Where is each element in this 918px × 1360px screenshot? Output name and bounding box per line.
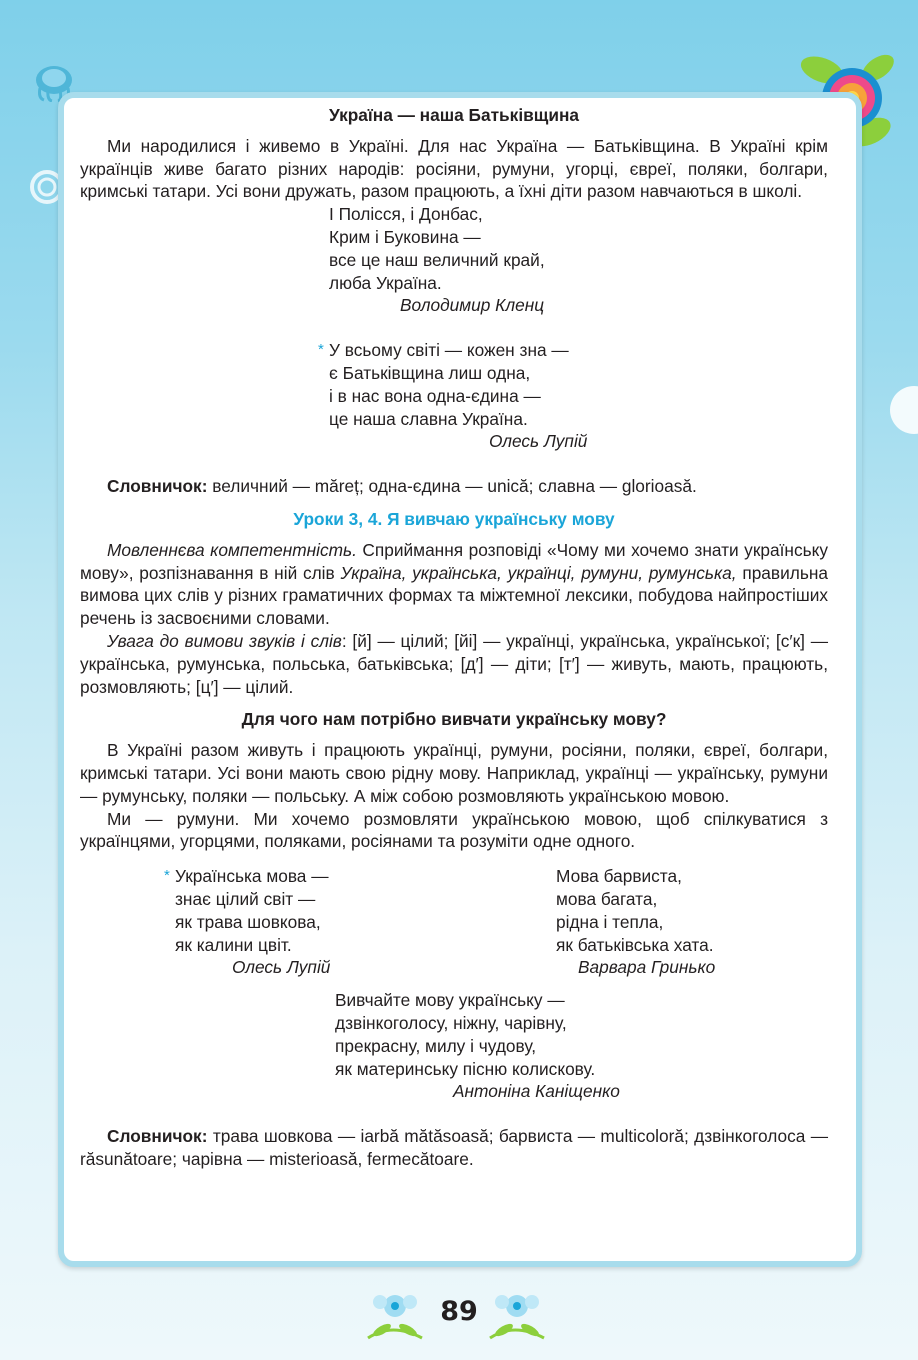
vocabulary-2: Словничок: трава шовкова — iarbă mătăsoasă; барвиста — multicoloră; дзвінкоголоса — răsunătoare; чарівна — misterioasă, fermecătoare.: [80, 1126, 828, 1169]
paragraph-pronunciation: Увага до вимови звуків і слів: [й] — цілий; [йі] — українці, українська, української; [с′к] — українська, румунська, польська, батьківська; [д′] — діти; [т′] — живуть, мають, працюють, розмовляють; [ц′] — цілий.: [80, 630, 828, 697]
star-marker-icon: *: [164, 867, 170, 885]
poem-line: як материнську пісню колискову.: [335, 1058, 596, 1079]
poem-line: мова багата,: [556, 888, 658, 909]
circle-decoration-icon: [882, 380, 918, 440]
vocabulary-label: Словничок:: [107, 1126, 208, 1147]
poem-line: як батьківська хата.: [556, 934, 714, 955]
page-number: 89: [440, 1296, 478, 1327]
poem-line: * У всьому світі — кожен зна —: [318, 340, 569, 361]
poem-line: і в нас вона одна-єдина —: [329, 385, 541, 406]
poem-grinko: [556, 865, 715, 979]
poem-line: * Українська мова —: [164, 866, 329, 887]
poem-line: Мова барвиста,: [556, 866, 682, 887]
poems-two-column: [80, 865, 828, 977]
poem-author: Олесь Лупій: [489, 431, 588, 452]
poem-author: Володимир Кленц: [400, 295, 545, 316]
poem-author: Антоніна Каніщенко: [453, 1081, 620, 1102]
poem-line: люба Україна.: [329, 272, 442, 293]
vocabulary-label: Словничок:: [107, 476, 208, 497]
paragraph-competence: Мовленнєва компетентність. Сприймання розповіді «Чому ми хочемо знати українську мову», розпізнавання в ній слів Україна, українська, українці, румуни, румунська, правильна вимова цих слів у різних граматичних формах та міжтемної лексики, побудова найпростіших речень із засвоєними словами.: [80, 539, 828, 629]
poem-line: як калини цвіт.: [175, 934, 292, 955]
paragraph-romanians: Ми — румуни. Ми хочемо розмовляти українською мовою, щоб спілкуватися з українцями, угорцями, поляками, росіянами та розуміти одне одного.: [80, 808, 828, 852]
poem-line: І Полісся, і Донбас,: [329, 204, 483, 225]
poem-line: це наша славна Україна.: [329, 408, 528, 429]
poem-lupiy-2: [164, 865, 331, 979]
poem-author: Олесь Лупій: [232, 957, 331, 978]
section-heading-why: Для чого нам потрібно вивчати українську мову?: [241, 709, 667, 730]
poem-author: Варвара Гринько: [578, 957, 716, 978]
poem-line: прекрасну, милу і чудову,: [335, 1035, 537, 1056]
paragraph-homeland: Ми народилися і живемо в Україні. Для нас Україна — Батьківщина. В Україні крім українців живе багато різних народів: росіяни, румуни, угорці, євреї, поляки, болгари, кримські татари. Усі вони дружать, разом працюють, а їхні діти разом навчаються в школі.: [80, 135, 828, 202]
paragraph-nations: В Україні разом живуть і працюють українці, румуни, росіяни, поляки, євреї, болгари, кримські татари. Усі вони мають свою рідну мову. Наприклад, українці — українську, румуни — румунську, поляки — польську. А між собою розмовляють українською мовою.: [80, 740, 828, 806]
poem-line: як трава шовкова,: [175, 911, 321, 932]
poem-line: рідна і тепла,: [556, 911, 664, 932]
poem-line: знає цілий світ —: [175, 888, 316, 909]
page-content: [80, 104, 828, 1171]
poem-line: дзвінкоголосу, ніжну, чарівну,: [335, 1012, 567, 1033]
poem-klenc: [329, 203, 828, 317]
star-marker-icon: *: [318, 341, 324, 359]
poem-line: Крим і Буковина —: [329, 226, 481, 247]
section-heading-ukraine: Україна — наша Батьківщина: [328, 105, 579, 125]
poem-line: Вивчайте мову українську —: [335, 990, 565, 1011]
lesson-heading: Уроки 3, 4. Я вивчаю українську мову: [293, 508, 615, 529]
poem-kanishchenko: [335, 989, 828, 1103]
poem-lupiy-1: [318, 339, 828, 453]
poem-line: все це наш величний край,: [329, 249, 545, 270]
poem-line: є Батьківщина лиш одна,: [329, 362, 531, 383]
vocabulary-1: Словничок: величний — măreț; одна-єдина — unică; славна — glorioasă.: [107, 476, 697, 497]
floral-ornament-icon: [484, 1286, 550, 1346]
